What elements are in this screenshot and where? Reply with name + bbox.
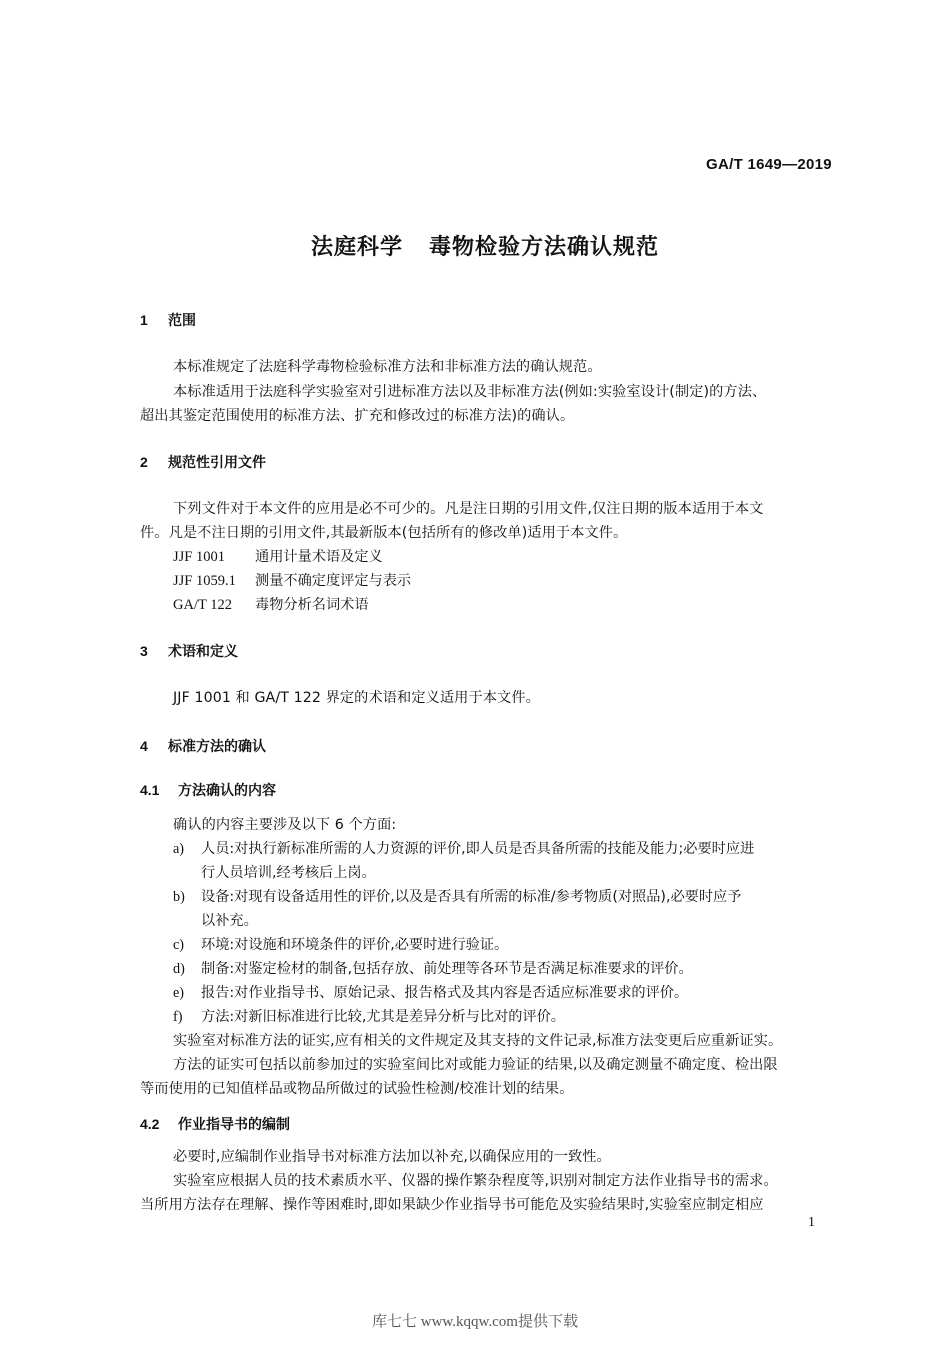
download-footer: 库七七 www.kqqw.com提供下载 — [372, 1314, 578, 1330]
list-item-b: b) 设备:对现有设备适用性的评价,以及是否具有所需的标准/参考物质(对照品),必要时应予 — [173, 889, 742, 905]
section-3-heading: 3 术语和定义 — [140, 643, 238, 660]
subsection-4-1-paragraph-2-line-2: 等而使用的已知值样品或物品所做过的试验性检测/校准计划的结果。 — [140, 1081, 574, 1097]
section-4-heading: 4 标准方法的确认 — [140, 738, 266, 755]
subsection-4-2-paragraph-2-line-2: 当所用方法存在理解、操作等困难时,即如果缺少作业指导书可能危及实验结果时,实验室应制定相应 — [140, 1197, 764, 1213]
section-2-heading: 2 规范性引用文件 — [140, 454, 266, 471]
reference-item: GA/T 122 毒物分析名词术语 — [173, 597, 369, 613]
title-part1: 法庭科学 — [310, 235, 403, 260]
section-1-heading: 1 范围 — [140, 312, 196, 329]
section-1-paragraph-1: 本标准规定了法庭科学毒物检验标准方法和非标准方法的确认规范。 — [173, 359, 602, 375]
list-item-a: a) 人员:对执行新标准所需的人力资源的评价,即人员是否具备所需的技能及能力;必要时应进 — [173, 841, 755, 857]
section-2-paragraph-line-2: 件。凡是不注日期的引用文件,其最新版本(包括所有的修改单)适用于本文件。 — [140, 525, 628, 541]
subsection-4-1-heading: 4.1 方法确认的内容 — [140, 782, 276, 799]
list-item-b-continuation: 以补充。 — [201, 913, 258, 929]
list-item-a-continuation: 行人员培训,经考核后上岗。 — [201, 865, 376, 881]
reference-item: JJF 1059.1 测量不确定度评定与表示 — [173, 573, 412, 589]
list-item-e: e) 报告:对作业指导书、原始记录、报告格式及其内容是否适应标准要求的评价。 — [173, 985, 689, 1001]
list-item-d: d) 制备:对鉴定检材的制备,包括存放、前处理等各环节是否满足标准要求的评价。 — [173, 961, 693, 977]
list-item-f: f) 方法:对新旧标准进行比较,尤其是差异分析与比对的评价。 — [173, 1009, 565, 1025]
section-3-paragraph: JJF 1001 和 GA/T 122 界定的术语和定义适用于本文件。 — [173, 690, 540, 706]
standard-number: GA/T 1649—2019 — [706, 156, 832, 173]
section-1-paragraph-2-line-1: 本标准适用于法庭科学实验室对引进标准方法以及非标准方法(例如:实验室设计(制定)的方法、 — [173, 384, 767, 400]
subsection-4-2-heading: 4.2 作业指导书的编制 — [140, 1116, 290, 1133]
page-number: 1 — [808, 1215, 815, 1230]
document-title — [0, 230, 950, 261]
title-part2: 毒物检验方法确认规范 — [429, 235, 660, 260]
subsection-4-2-paragraph-1: 必要时,应编制作业指导书对标准方法加以补充,以确保应用的一致性。 — [173, 1149, 611, 1165]
section-2-paragraph-line-1: 下列文件对于本文件的应用是必不可少的。凡是注日期的引用文件,仅注日期的版本适用于本文 — [173, 501, 764, 517]
subsection-4-1-paragraph-1: 实验室对标准方法的证实,应有相关的文件规定及其支持的文件记录,标准方法变更后应重新证实。 — [173, 1033, 783, 1049]
subsection-4-2-paragraph-2-line-1: 实验室应根据人员的技术素质水平、仪器的操作繁杂程度等,识别对制定方法作业指导书的需求。 — [173, 1173, 778, 1189]
reference-item: JJF 1001 通用计量术语及定义 — [173, 549, 383, 565]
list-item-c: c) 环境:对设施和环境条件的评价,必要时进行验证。 — [173, 937, 509, 953]
subsection-4-1-intro: 确认的内容主要涉及以下 6 个方面: — [173, 817, 397, 833]
section-1-paragraph-2-line-2: 超出其鉴定范围使用的标准方法、扩充和修改过的标准方法)的确认。 — [140, 408, 575, 424]
subsection-4-1-paragraph-2-line-1: 方法的证实可包括以前参加过的实验室间比对或能力验证的结果,以及确定测量不确定度、检出限 — [173, 1057, 778, 1073]
